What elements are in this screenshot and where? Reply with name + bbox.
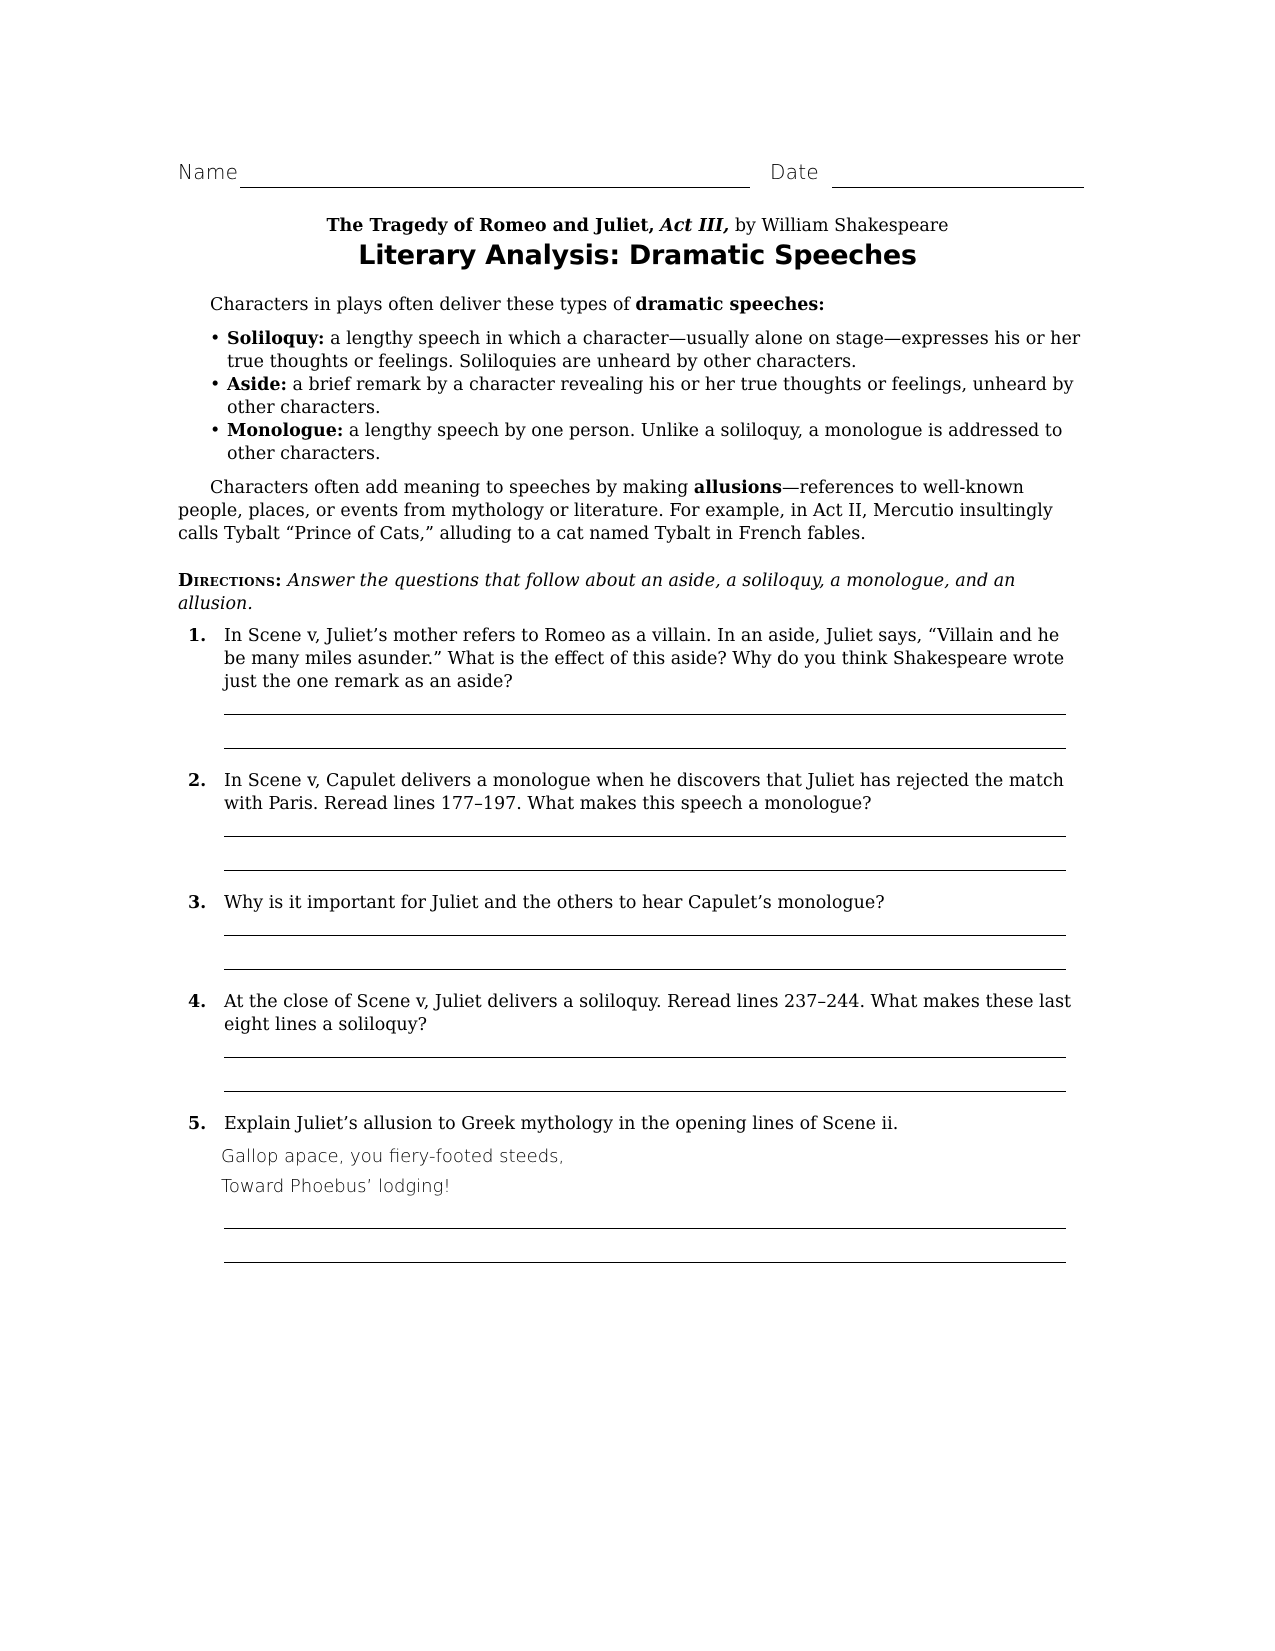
quote-line-2: Toward Phoebus’ lodging! xyxy=(221,1176,451,1197)
answer-line[interactable] xyxy=(224,870,1066,871)
intro-term: dramatic speeches: xyxy=(635,295,825,315)
allusion-lead: Characters often add meaning to speeches by making xyxy=(210,478,689,498)
answer-line[interactable] xyxy=(224,836,1066,837)
work-name: The Tragedy of Romeo and Juliet, xyxy=(326,216,655,236)
question-3 xyxy=(188,892,1083,915)
question-text: At the close of Scene v, Juliet delivers a soliloquy. Reread lines 237–244. What makes these last eight lines a soliloquy? xyxy=(224,992,1072,1035)
allusion-term: allusions xyxy=(693,478,782,498)
quote-line-1: Gallop apace, you fiery-footed steeds, xyxy=(221,1146,565,1167)
author-line: by William Shakespeare xyxy=(734,216,949,236)
definition-item xyxy=(210,374,1090,420)
definition-term: Monologue: xyxy=(227,421,344,441)
question-number: 1. xyxy=(188,626,207,646)
definition-text: a lengthy speech in which a character—usually alone on stage—expresses his or her true thoughts or feelings. Soliloquies are unheard by other characters. xyxy=(227,329,1081,372)
directions-label: Directions: xyxy=(178,571,282,591)
definition-list xyxy=(210,328,1090,466)
question-text: Why is it important for Juliet and the others to hear Capulet’s monologue? xyxy=(224,893,885,913)
definition-term: Aside: xyxy=(227,375,287,395)
work-title xyxy=(0,216,1275,236)
definition-text: a brief remark by a character revealing his or her true thoughts or feelings, unheard by other characters. xyxy=(227,375,1074,418)
answer-line[interactable] xyxy=(224,1262,1066,1263)
intro-sentence xyxy=(210,294,1090,317)
directions-text: Answer the questions that follow about an aside, a soliloquy, a monologue, and an allusion. xyxy=(178,571,1016,614)
question-5 xyxy=(188,1113,1083,1136)
question-number: 3. xyxy=(188,893,207,913)
date-field[interactable] xyxy=(832,187,1084,188)
name-date-row xyxy=(178,160,1086,192)
answer-line[interactable] xyxy=(224,1228,1066,1229)
answer-line[interactable] xyxy=(224,748,1066,749)
question-text: In Scene v, Juliet’s mother refers to Romeo as a villain. In an aside, Juliet says, “Villain and he be many miles asunder.” What is the effect of this aside? Why do you think Shakespeare wrote just the one remark as an aside? xyxy=(224,626,1065,692)
question-1 xyxy=(188,625,1083,694)
bullet-icon: • xyxy=(210,421,221,441)
answer-line[interactable] xyxy=(224,969,1066,970)
definition-item xyxy=(210,328,1090,374)
question-number: 4. xyxy=(188,992,207,1012)
question-text: In Scene v, Capulet delivers a monologue when he discovers that Juliet has rejected the match with Paris. Reread lines 177–197. What makes this speech a monologue? xyxy=(224,771,1064,814)
bullet-icon: • xyxy=(210,329,221,349)
question-2 xyxy=(188,770,1083,816)
name-field[interactable] xyxy=(240,187,750,188)
allusion-rest: —references to well-known people, places, or events from mythology or literature. For example, in Act II, Mercutio insultingly calls Tybalt “Prince of Cats,” alluding to a cat named Tybalt in French fables. xyxy=(178,478,1053,544)
answer-line[interactable] xyxy=(224,935,1066,936)
page-title: Literary Analysis: Dramatic Speeches xyxy=(358,240,917,271)
answer-line[interactable] xyxy=(224,1057,1066,1058)
act-label: Act III, xyxy=(660,216,730,236)
question-number: 5. xyxy=(188,1114,207,1134)
answer-line[interactable] xyxy=(224,1091,1066,1092)
allusion-paragraph xyxy=(178,477,1083,546)
answer-line[interactable] xyxy=(224,714,1066,715)
intro-lead: Characters in plays often deliver these types of xyxy=(210,295,630,315)
definition-term: Soliloquy: xyxy=(227,329,325,349)
bullet-icon: • xyxy=(210,375,221,395)
name-label: Name xyxy=(178,160,239,184)
definition-item xyxy=(210,420,1090,466)
date-label: Date xyxy=(770,160,820,184)
directions xyxy=(178,570,1083,616)
question-text: Explain Juliet’s allusion to Greek mythology in the opening lines of Scene ii. xyxy=(224,1114,899,1134)
definition-text: a lengthy speech by one person. Unlike a soliloquy, a monologue is addressed to other characters. xyxy=(227,421,1063,464)
question-number: 2. xyxy=(188,771,207,791)
question-4 xyxy=(188,991,1083,1037)
